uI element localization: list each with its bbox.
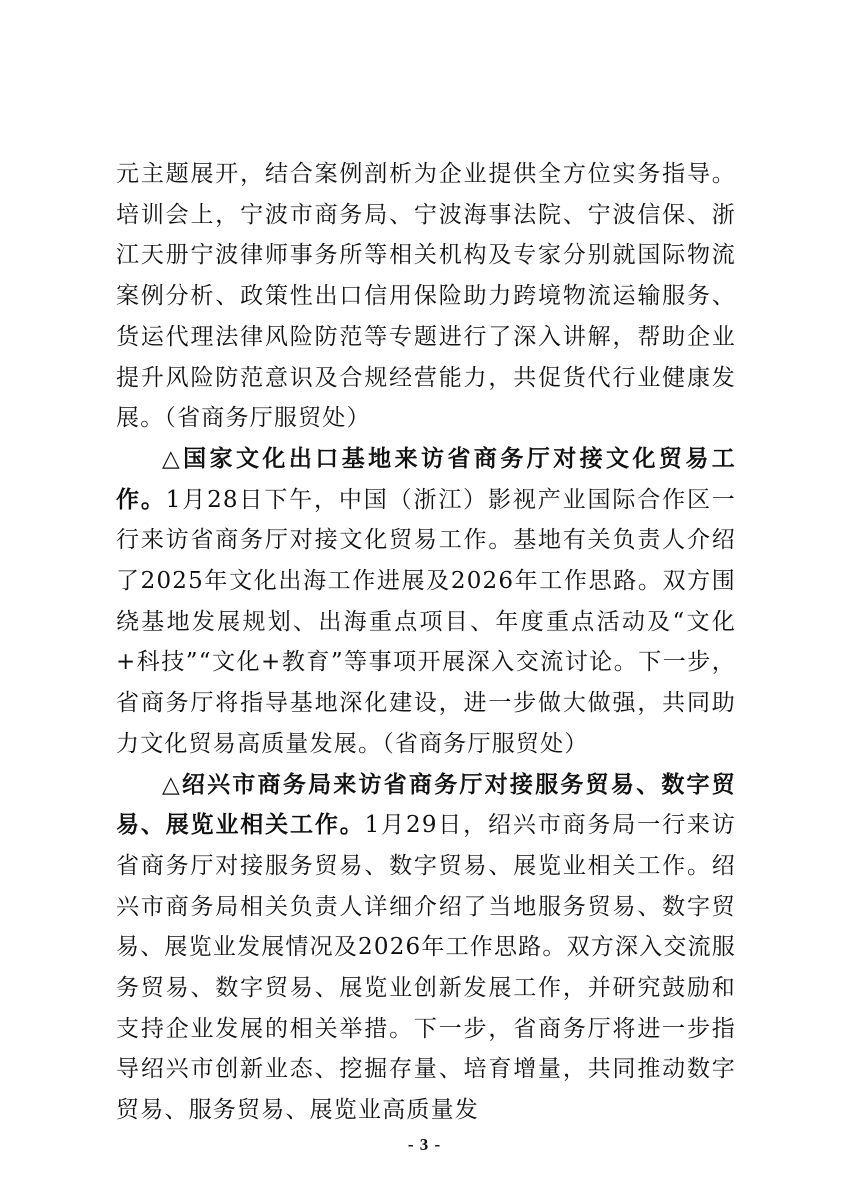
paragraph-text: 元主题展开，结合案例剖析为企业提供全方位实务指导。培训会上，宁波市商务局、宁波海事法院、宁波信保、浙江天册宁波律师事务所等相关机构及专家分别就国际物流案例分析、政策性出口信用保险助力跨境物流运输服务、货运代理法律风险防范等专题进行了深入讲解，帮助企业提升风险防范意识及合规经营能力，共促货代行业健康发展。（省商务厅服贸处） [116, 161, 736, 432]
paragraph-culture-export-base [116, 439, 736, 765]
paragraph-continuation [116, 154, 736, 439]
paragraph-shaoxing-commerce [116, 765, 736, 1131]
body-text [116, 154, 736, 1131]
page-number: - 3 - [407, 1135, 442, 1154]
paragraph-text: 1月28日下午，中国（浙江）影视产业国际合作区一行来访省商务厅对接文化贸易工作。基地有关负责人介绍了2025年文化出海工作进展及2026年工作思路。双方围绕基地发展规划、出海重点项目、年度重点活动及“文化+科技”“文化+教育”等事项开展深入交流讨论。下一步，省商务厅将指导基地深化建设，进一步做大做强，共同助力文化贸易高质量发展。（省商务厅服贸处） [116, 486, 737, 757]
paragraph-heading: △绍兴市商务局来访省商务厅对接服务贸易、数字贸易、展览业相关工作。 [116, 771, 736, 839]
paragraph-text: 1月29日，绍兴市商务局一行来访省商务厅对接服务贸易、数字贸易、展览业相关工作。绍兴市商务局相关负责人详细介绍了当地服务贸易、数字贸易、展览业发展情况及2026年工作思路。双方深入交流服务贸易、数字贸易、展览业创新发展工作，并研究鼓励和支持企业发展的相关举措。下一步，省商务厅将进一步指导绍兴市创新业态、挖掘存量、培育增量，共同推动数字贸易、服务贸易、展览业高质量发 [116, 812, 736, 1124]
paragraph-heading: △国家文化出口基地来访省商务厅对接文化贸易工作。 [116, 445, 736, 513]
